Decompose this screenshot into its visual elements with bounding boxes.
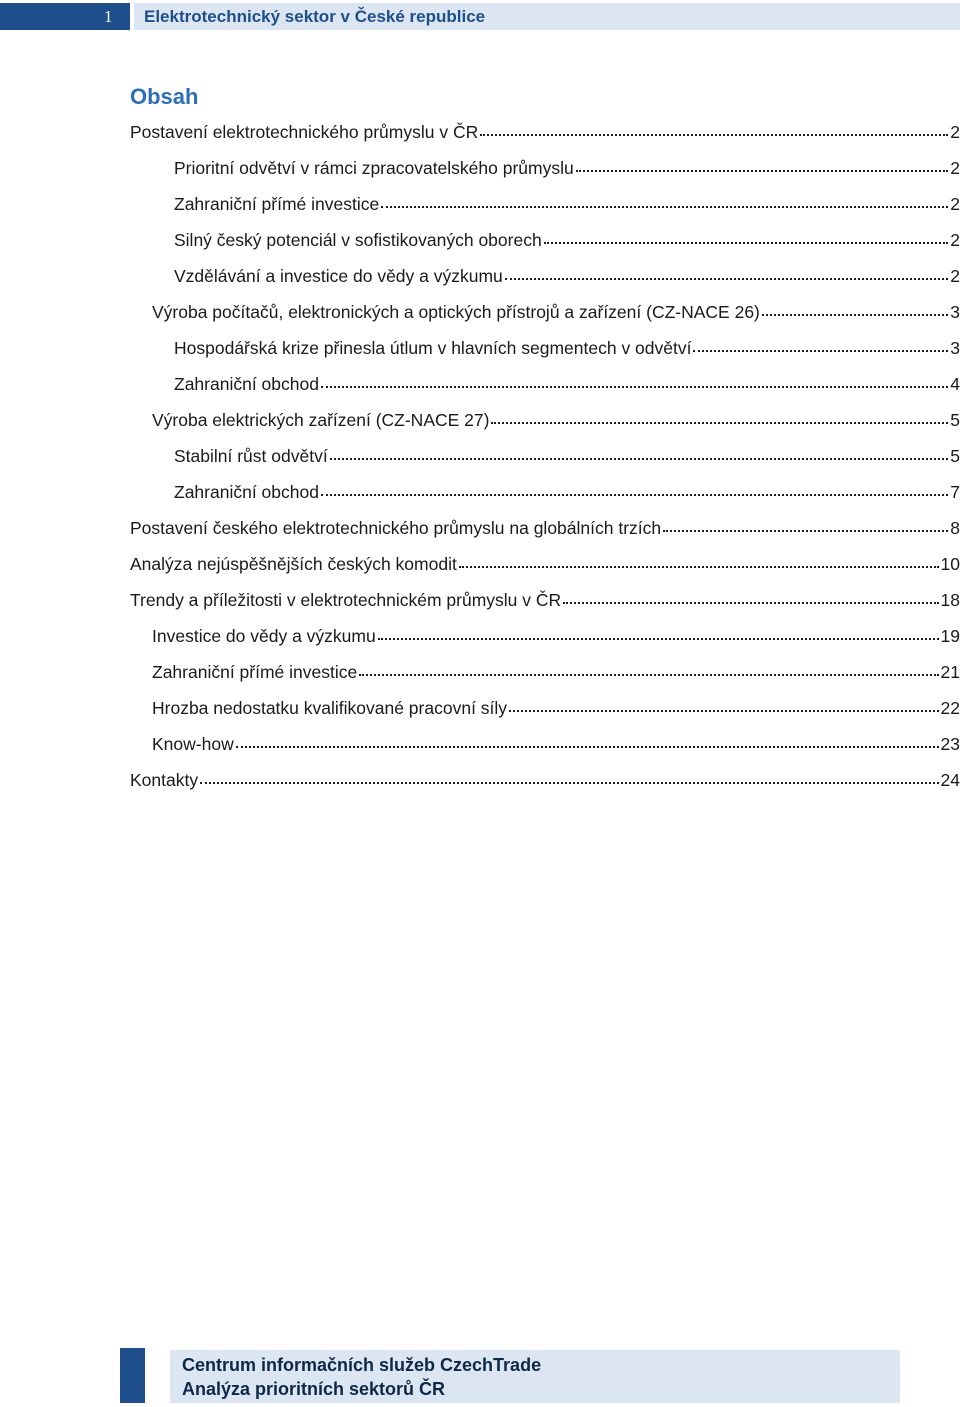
header-title: Elektrotechnický sektor v České republice xyxy=(134,3,960,30)
toc-entry-title: Postavení českého elektrotechnického průmyslu na globálních trzích xyxy=(130,518,662,538)
toc-entry-title: Trendy a příležitosti v elektrotechnickém průmyslu v ČR xyxy=(130,590,562,610)
toc-dot-leader xyxy=(762,296,948,316)
toc-entry[interactable] xyxy=(130,442,960,478)
toc-entry-page: 22 xyxy=(940,698,960,718)
toc-dot-leader xyxy=(381,188,948,208)
toc-dot-leader xyxy=(480,116,948,136)
toc-entry[interactable] xyxy=(130,586,960,622)
toc-entry-title: Zahraniční obchod xyxy=(174,374,319,394)
toc-entry[interactable] xyxy=(130,226,960,262)
toc-entry-title: Postavení elektrotechnického průmyslu v ČR xyxy=(130,122,479,142)
toc-entry[interactable] xyxy=(130,550,960,586)
toc-dot-leader xyxy=(491,404,948,424)
toc-entry[interactable] xyxy=(130,406,960,442)
toc-dot-leader xyxy=(321,476,948,496)
toc-entry-title: Know-how xyxy=(152,734,234,754)
toc-heading: Obsah xyxy=(130,84,199,109)
toc-entry-page: 7 xyxy=(950,482,960,502)
toc-entry[interactable] xyxy=(130,334,960,370)
toc-entry[interactable] xyxy=(130,478,960,514)
toc-entry[interactable] xyxy=(130,658,960,694)
toc-entry-page: 19 xyxy=(940,626,960,646)
toc-entry-page: 3 xyxy=(950,338,960,358)
toc-entry-title: Zahraniční přímé investice xyxy=(152,662,358,682)
toc-entry[interactable] xyxy=(130,154,960,190)
toc-dot-leader xyxy=(693,332,948,352)
toc-entry[interactable] xyxy=(130,514,960,550)
toc-entry-page: 23 xyxy=(940,734,960,754)
toc-dot-leader xyxy=(236,728,939,748)
toc-entry[interactable] xyxy=(130,190,960,226)
footer-document-title: Analýza prioritních sektorů ČR xyxy=(182,1379,446,1399)
toc-dot-leader xyxy=(509,692,938,712)
toc-dot-leader xyxy=(663,512,948,532)
toc-entry-page: 2 xyxy=(950,158,960,178)
toc-dot-leader xyxy=(459,548,939,568)
toc-entry[interactable] xyxy=(130,370,960,406)
toc-dot-leader xyxy=(563,584,938,604)
toc-entry-title: Výroba elektrických zařízení (CZ-NACE 27) xyxy=(152,410,490,430)
toc-entry-title: Hospodářská krize přinesla útlum v hlavních segmentech v odvětví xyxy=(174,338,692,358)
toc-dot-leader xyxy=(378,620,939,640)
toc-entry-page: 21 xyxy=(940,662,960,682)
toc-entry-title: Hrozba nedostatku kvalifikované pracovní síly xyxy=(152,698,508,718)
toc-entry-page: 18 xyxy=(940,590,960,610)
toc-entry-page: 3 xyxy=(950,302,960,322)
toc-entry-title: Výroba počítačů, elektronických a optických přístrojů a zařízení (CZ-NACE 26) xyxy=(152,302,760,322)
toc-entry-page: 5 xyxy=(950,410,960,430)
header-page-number: 1 xyxy=(0,3,130,30)
toc-entry-page: 2 xyxy=(950,194,960,214)
toc-entry-page: 10 xyxy=(940,554,960,574)
toc-entry[interactable] xyxy=(130,118,960,154)
toc-dot-leader xyxy=(505,260,948,280)
page-footer xyxy=(120,1348,900,1403)
toc-entry[interactable] xyxy=(130,622,960,658)
toc-entry-title: Investice do vědy a výzkumu xyxy=(152,626,376,646)
footer-organization: Centrum informačních služeb CzechTrade xyxy=(182,1355,542,1375)
toc-entry-title: Kontakty xyxy=(130,770,199,790)
toc-entry-title: Vzdělávání a investice do vědy a výzkumu xyxy=(174,266,503,286)
toc-entry-page: 5 xyxy=(950,446,960,466)
toc-entry-title: Stabilní růst odvětví xyxy=(174,446,328,466)
footer-text-box xyxy=(170,1350,900,1403)
toc-entry[interactable] xyxy=(130,262,960,298)
page-header xyxy=(0,0,960,34)
toc-entry-page: 4 xyxy=(950,374,960,394)
footer-accent-bar xyxy=(120,1348,145,1403)
table-of-contents xyxy=(130,118,960,802)
toc-entry-page: 2 xyxy=(950,266,960,286)
toc-entry-page: 2 xyxy=(950,122,960,142)
toc-dot-leader xyxy=(321,368,948,388)
toc-dot-leader xyxy=(576,152,949,172)
toc-entry[interactable] xyxy=(130,298,960,334)
toc-entry-title: Prioritní odvětví v rámci zpracovatelského průmyslu xyxy=(174,158,574,178)
toc-dot-leader xyxy=(330,440,949,460)
toc-entry-page: 2 xyxy=(950,230,960,250)
toc-entry[interactable] xyxy=(130,766,960,802)
toc-entry-title: Zahraniční přímé investice xyxy=(174,194,380,214)
toc-dot-leader xyxy=(544,224,949,244)
toc-dot-leader xyxy=(200,764,938,784)
toc-entry-page: 24 xyxy=(940,770,960,790)
toc-entry-page: 8 xyxy=(950,518,960,538)
toc-entry[interactable] xyxy=(130,730,960,766)
toc-entry-title: Zahraniční obchod xyxy=(174,482,319,502)
toc-entry-title: Silný český potenciál v sofistikovaných oborech xyxy=(174,230,542,250)
toc-dot-leader xyxy=(359,656,938,676)
toc-entry[interactable] xyxy=(130,694,960,730)
toc-entry-title: Analýza nejúspěšnějších českých komodit xyxy=(130,554,457,574)
